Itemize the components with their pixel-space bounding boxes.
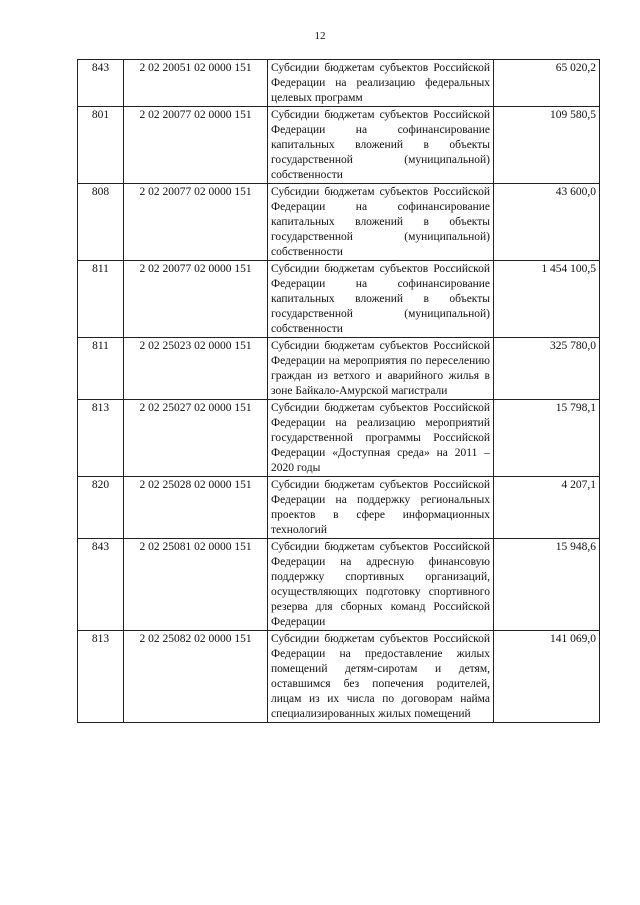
table-row [78,60,600,107]
admin-code-cell: 811 [78,261,124,338]
amount-cell: 1 454 100,5 [494,261,600,338]
admin-code-cell: 843 [78,60,124,107]
revenue-name-cell: Субсидии бюджетам субъектов Российской Федерации на поддержку региональных проектов в сфере информационных технологий [268,477,494,539]
budget-revenue-table [77,59,600,723]
table-row [78,477,600,539]
budget-code-cell: 2 02 20077 02 0000 151 [124,184,268,261]
budget-code-cell: 2 02 25028 02 0000 151 [124,477,268,539]
admin-code-cell: 843 [78,539,124,631]
revenue-name-cell: Субсидии бюджетам субъектов Российской Федерации на реализацию федеральных целевых программ [268,60,494,107]
amount-cell: 15 798,1 [494,400,600,477]
table-row [78,400,600,477]
revenue-name-cell: Субсидии бюджетам субъектов Российской Федерации на предоставление жилых помещений детям-сиротам и детям, оставшимся без попечения родителей, лицам из их числа по договорам найма специализированных жилых помещений [268,631,494,723]
budget-code-cell: 2 02 20077 02 0000 151 [124,107,268,184]
amount-cell: 109 580,5 [494,107,600,184]
admin-code-cell: 811 [78,338,124,400]
table-row [78,184,600,261]
page-number: 12 [314,30,326,42]
admin-code-cell: 820 [78,477,124,539]
table-row [78,338,600,400]
table-row [78,107,600,184]
revenue-name-cell: Субсидии бюджетам субъектов Российской Федерации на мероприятия по переселению граждан из ветхого и аварийного жилья в зоне Байкало-Амурской магистрали [268,338,494,400]
table-row [78,261,600,338]
table-row [78,539,600,631]
amount-cell: 65 020,2 [494,60,600,107]
revenue-name-cell: Субсидии бюджетам субъектов Российской Федерации на реализацию мероприятий государственной программы Российской Федерации «Доступная среда» на 2011 – 2020 годы [268,400,494,477]
amount-cell: 4 207,1 [494,477,600,539]
revenue-name-cell: Субсидии бюджетам субъектов Российской Федерации на софинансирование капитальных вложений в объекты государственной (муниципальной) собственности [268,261,494,338]
budget-code-cell: 2 02 20077 02 0000 151 [124,261,268,338]
admin-code-cell: 813 [78,400,124,477]
amount-cell: 43 600,0 [494,184,600,261]
amount-cell: 141 069,0 [494,631,600,723]
table-row [78,631,600,723]
revenue-name-cell: Субсидии бюджетам субъектов Российской Федерации на софинансирование капитальных вложений в объекты государственной (муниципальной) собственности [268,184,494,261]
budget-code-cell: 2 02 25081 02 0000 151 [124,539,268,631]
revenue-name-cell: Субсидии бюджетам субъектов Российской Федерации на адресную финансовую поддержку спортивных организаций, осуществляющих подготовку спортивного резерва для сборных команд Российской Федерации [268,539,494,631]
budget-code-cell: 2 02 25023 02 0000 151 [124,338,268,400]
budget-code-cell: 2 02 25082 02 0000 151 [124,631,268,723]
budget-code-cell: 2 02 25027 02 0000 151 [124,400,268,477]
amount-cell: 15 948,6 [494,539,600,631]
revenue-name-cell: Субсидии бюджетам субъектов Российской Федерации на софинансирование капитальных вложений в объекты государственной (муниципальной) собственности [268,107,494,184]
budget-code-cell: 2 02 20051 02 0000 151 [124,60,268,107]
amount-cell: 325 780,0 [494,338,600,400]
admin-code-cell: 801 [78,107,124,184]
admin-code-cell: 808 [78,184,124,261]
admin-code-cell: 813 [78,631,124,723]
